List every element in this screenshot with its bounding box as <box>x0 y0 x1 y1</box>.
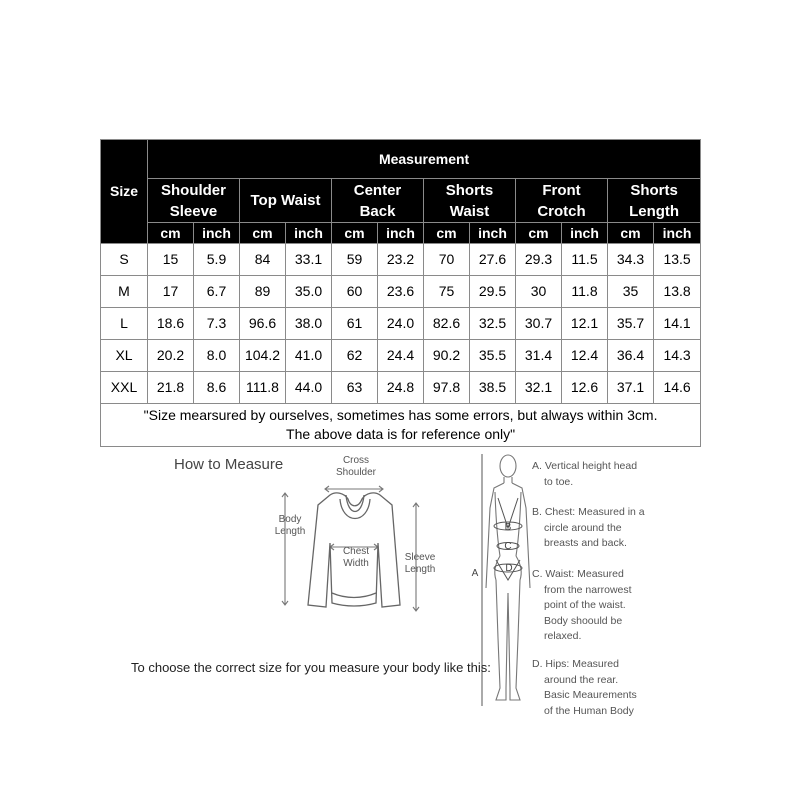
value-cell: 63 <box>332 372 378 404</box>
value-cell: 104.2 <box>240 340 286 372</box>
size-header: Size <box>101 140 148 244</box>
value-cell: 36.4 <box>608 340 654 372</box>
value-cell: 12.1 <box>562 308 608 340</box>
value-cell: 82.6 <box>424 308 470 340</box>
value-cell: 15 <box>148 244 194 276</box>
value-cell: 59 <box>332 244 378 276</box>
size-table <box>100 139 701 447</box>
table-row <box>101 244 701 276</box>
value-cell: 38.0 <box>286 308 332 340</box>
value-cell: 12.4 <box>562 340 608 372</box>
group-header <box>240 179 332 223</box>
sleeve-length-line1: Sleeve <box>404 552 436 563</box>
value-cell: 7.3 <box>194 308 240 340</box>
body-length-line1: Body <box>278 514 302 525</box>
chest-width-line2: Width <box>343 558 369 569</box>
value-cell: 31.4 <box>516 340 562 372</box>
table-row <box>101 308 701 340</box>
value-cell: 23.2 <box>378 244 424 276</box>
chest-width-line1: Chest <box>342 546 370 557</box>
value-cell: 17 <box>148 276 194 308</box>
size-cell: M <box>101 276 148 308</box>
unit-header: inch <box>562 223 608 244</box>
figure-letter-b: B <box>504 522 512 533</box>
measure-item-line: to toe. <box>544 475 574 488</box>
size-cell: XXL <box>101 372 148 404</box>
table-row <box>101 372 701 404</box>
group-header-line1: Shorts <box>445 181 494 199</box>
value-cell: 11.5 <box>562 244 608 276</box>
measure-item-line: Basic Meaurements <box>544 689 637 701</box>
value-cell: 37.1 <box>608 372 654 404</box>
unit-header-row <box>101 223 701 244</box>
shirt-diagram <box>270 465 450 615</box>
group-header-line2: Back <box>359 202 396 220</box>
value-cell: 96.6 <box>240 308 286 340</box>
measurement-header: Measurement <box>148 140 701 179</box>
unit-header: inch <box>378 223 424 244</box>
value-cell: 12.6 <box>562 372 608 404</box>
figure-letter-a: A <box>471 568 479 579</box>
unit-header: inch <box>654 223 701 244</box>
human-figure-diagram <box>468 448 532 718</box>
note-line-1: "Size mearsured by ourselves, sometimes has some errors, but always within 3cm. <box>143 407 658 423</box>
measure-item-line: breasts and back. <box>544 537 627 549</box>
cross-shoulder-line2: Shoulder <box>335 467 377 478</box>
note-line-2: The above data is for reference only" <box>286 426 516 442</box>
group-header-line1: Front <box>542 181 581 199</box>
group-header-line1: Shoulder <box>160 181 226 199</box>
value-cell: 24.8 <box>378 372 424 404</box>
group-header <box>424 179 516 223</box>
measure-item-line: from the narrowest <box>544 583 632 596</box>
value-cell: 90.2 <box>424 340 470 372</box>
sleeve-length-line2: Length <box>404 564 436 575</box>
value-cell: 21.8 <box>148 372 194 404</box>
value-cell: 35.0 <box>286 276 332 308</box>
value-cell: 33.1 <box>286 244 332 276</box>
measure-item-a <box>532 459 637 490</box>
measure-item-b <box>532 505 645 552</box>
value-cell: 13.8 <box>654 276 701 308</box>
cross-shoulder-line1: Cross <box>342 455 370 466</box>
measure-item-d <box>532 657 637 719</box>
measure-item-c <box>532 567 632 645</box>
size-cell: L <box>101 308 148 340</box>
group-header <box>608 179 701 223</box>
size-cell: S <box>101 244 148 276</box>
body-length-line2: Length <box>274 526 306 537</box>
unit-header: cm <box>608 223 654 244</box>
value-cell: 30.7 <box>516 308 562 340</box>
measure-item-line: Body shoould be <box>544 614 623 627</box>
value-cell: 6.7 <box>194 276 240 308</box>
value-cell: 61 <box>332 308 378 340</box>
how-to-measure-title: How to Measure <box>174 456 284 473</box>
group-header-line2: Waist <box>449 202 490 220</box>
table-row <box>101 340 701 372</box>
value-cell: 35 <box>608 276 654 308</box>
value-cell: 13.5 <box>654 244 701 276</box>
value-cell: 14.1 <box>654 308 701 340</box>
table-note <box>101 404 701 447</box>
value-cell: 41.0 <box>286 340 332 372</box>
figure-letter-c: C <box>504 541 512 552</box>
value-cell: 62 <box>332 340 378 372</box>
unit-header: cm <box>148 223 194 244</box>
unit-header: cm <box>240 223 286 244</box>
value-cell: 14.6 <box>654 372 701 404</box>
value-cell: 75 <box>424 276 470 308</box>
table-row <box>101 276 701 308</box>
value-cell: 89 <box>240 276 286 308</box>
group-header-line1: Shorts <box>630 181 678 199</box>
group-header-line2: Sleeve <box>169 202 218 220</box>
value-cell: 29.5 <box>470 276 516 308</box>
measure-item-line: A. Vertical height head <box>532 460 638 472</box>
value-cell: 23.6 <box>378 276 424 308</box>
value-cell: 44.0 <box>286 372 332 404</box>
group-header <box>148 179 240 223</box>
value-cell: 35.5 <box>470 340 516 372</box>
value-cell: 30 <box>516 276 562 308</box>
value-cell: 8.0 <box>194 340 240 372</box>
value-cell: 11.8 <box>562 276 608 308</box>
group-header <box>332 179 424 223</box>
value-cell: 35.7 <box>608 308 654 340</box>
unit-header: inch <box>286 223 332 244</box>
choose-size-text: To choose the correct size for you measure your body like this: <box>131 660 491 675</box>
value-cell: 111.8 <box>240 372 286 404</box>
measure-item-line: C. Waist: Measured <box>532 568 624 580</box>
value-cell: 32.1 <box>516 372 562 404</box>
unit-header: cm <box>516 223 562 244</box>
table-body <box>101 244 701 404</box>
value-cell: 60 <box>332 276 378 308</box>
value-cell: 38.5 <box>470 372 516 404</box>
value-cell: 27.6 <box>470 244 516 276</box>
group-header-line2: Crotch <box>537 202 586 220</box>
table-header <box>101 140 701 244</box>
measure-item-line: circle around the <box>544 521 622 534</box>
value-cell: 8.6 <box>194 372 240 404</box>
group-header <box>516 179 608 223</box>
value-cell: 70 <box>424 244 470 276</box>
measure-item-line: relaxed. <box>544 630 582 642</box>
unit-header: inch <box>194 223 240 244</box>
size-cell: XL <box>101 340 148 372</box>
measure-item-line: around the rear. <box>544 673 619 686</box>
unit-header: cm <box>332 223 378 244</box>
group-header-row <box>101 179 701 223</box>
measure-item-line: point of the waist. <box>544 599 626 611</box>
value-cell: 32.5 <box>470 308 516 340</box>
figure-letter-d: D <box>505 563 513 574</box>
unit-header: cm <box>424 223 470 244</box>
unit-header: inch <box>470 223 516 244</box>
value-cell: 24.4 <box>378 340 424 372</box>
value-cell: 97.8 <box>424 372 470 404</box>
measure-item-line: B. Chest: Measured in a <box>532 506 645 518</box>
value-cell: 20.2 <box>148 340 194 372</box>
value-cell: 29.3 <box>516 244 562 276</box>
value-cell: 24.0 <box>378 308 424 340</box>
value-cell: 5.9 <box>194 244 240 276</box>
value-cell: 84 <box>240 244 286 276</box>
group-header-line1: Top Waist <box>250 192 321 209</box>
measure-item-line: D. Hips: Measured <box>532 658 619 670</box>
value-cell: 34.3 <box>608 244 654 276</box>
group-header-line2: Length <box>629 202 680 220</box>
value-cell: 14.3 <box>654 340 701 372</box>
value-cell: 18.6 <box>148 308 194 340</box>
measure-item-line: of the Human Body <box>544 704 634 717</box>
group-header-line1: Center <box>353 181 402 199</box>
